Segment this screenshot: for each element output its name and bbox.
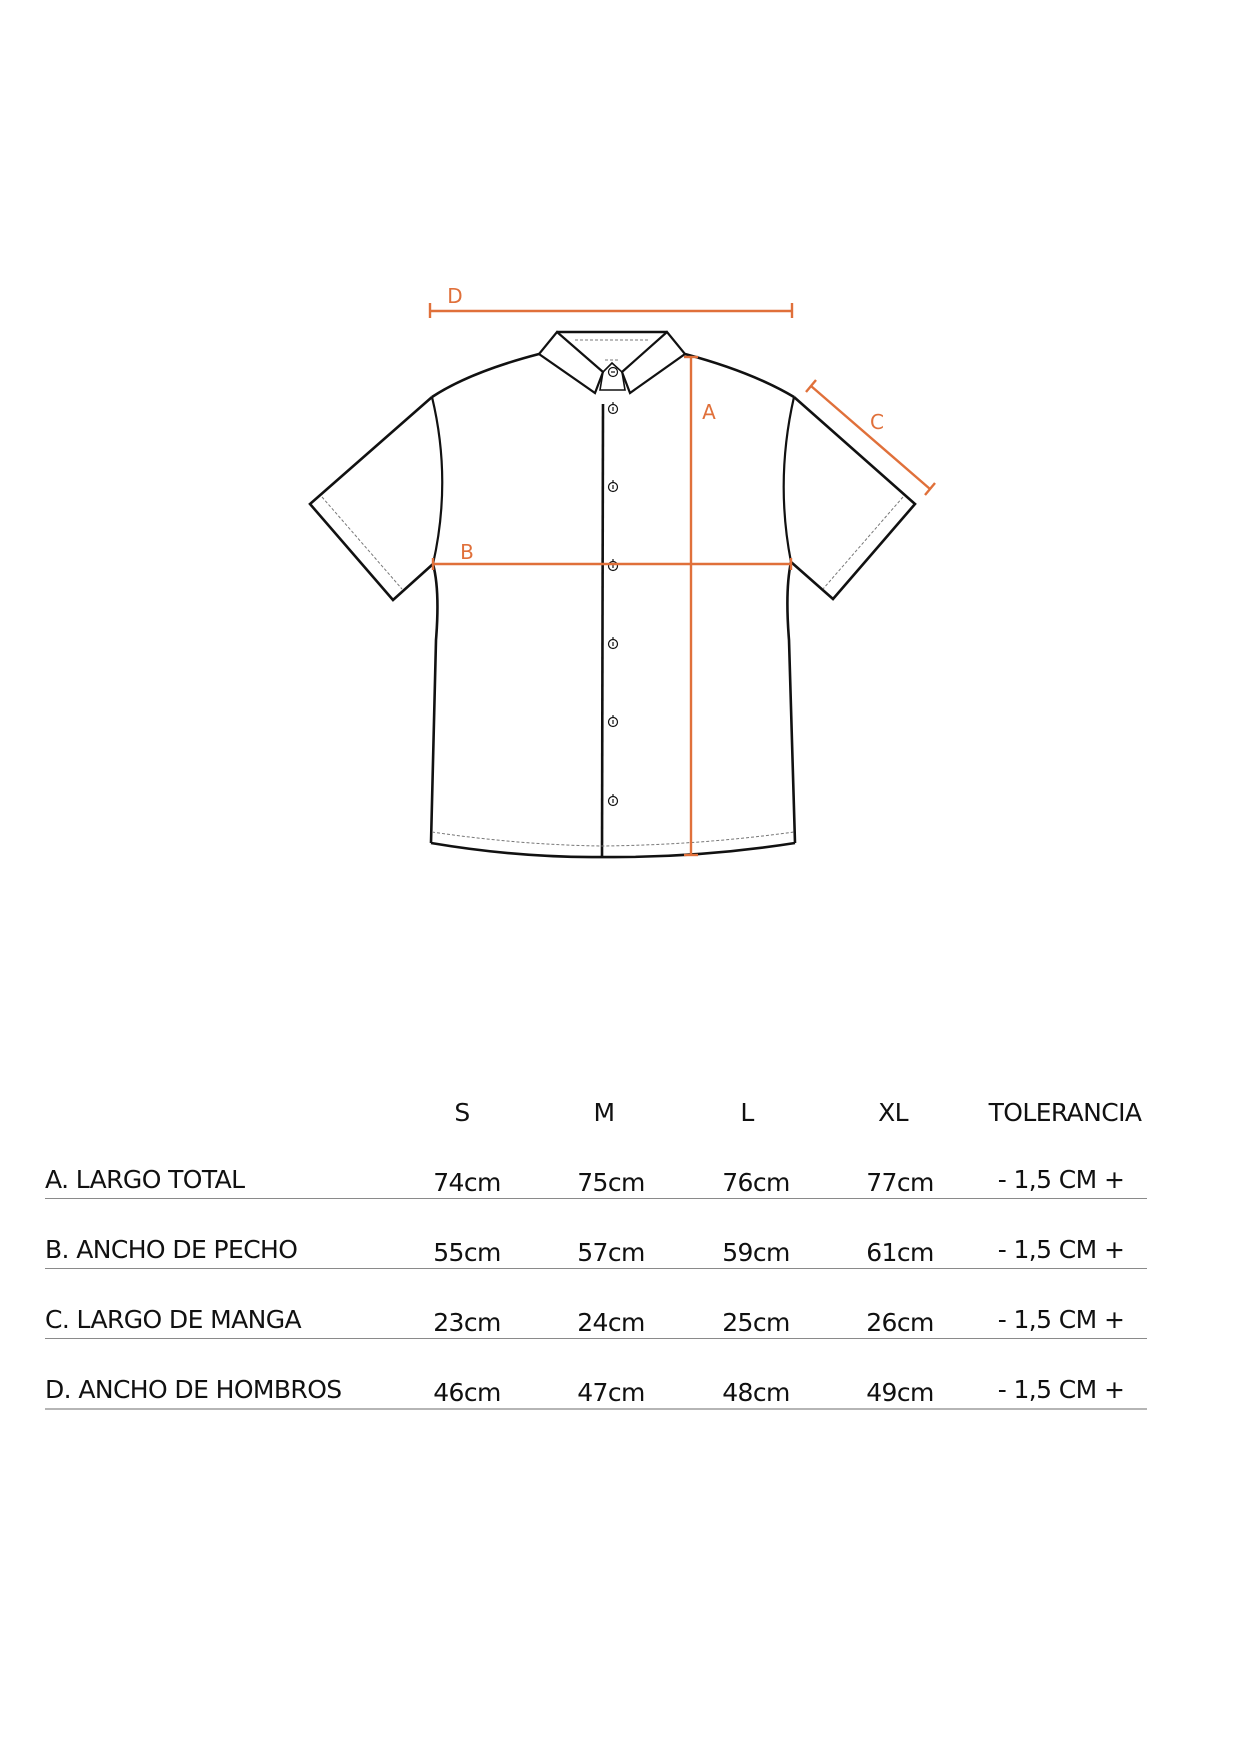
cell-b-xl: 61cm (866, 1238, 934, 1267)
button-icon (609, 794, 618, 806)
row-divider (45, 1268, 1147, 1269)
label-d: D (447, 284, 463, 308)
column-header-s: S (454, 1098, 470, 1127)
row-label-d: D. ANCHO DE HOMBROS (45, 1375, 342, 1404)
cell-c-s: 23cm (433, 1308, 501, 1337)
cell-d-s: 46cm (433, 1378, 501, 1407)
measure-line-c (806, 380, 935, 495)
measurement-lines (430, 303, 935, 855)
measure-line-a (684, 357, 698, 855)
cell-d-tolerance: - 1,5 CM + (997, 1375, 1125, 1404)
row-label-c: C. LARGO DE MANGA (45, 1305, 301, 1334)
cell-c-xl: 26cm (866, 1308, 934, 1337)
row-divider (45, 1408, 1147, 1410)
button-icon (609, 715, 618, 727)
cell-a-xl: 77cm (866, 1168, 934, 1197)
row-label-b: B. ANCHO DE PECHO (45, 1235, 298, 1264)
cell-b-s: 55cm (433, 1238, 501, 1267)
column-header-tolerancia: TOLERANCIA (988, 1098, 1142, 1127)
column-header-m: M (593, 1098, 615, 1127)
label-c: C (870, 410, 884, 434)
row-label-a: A. LARGO TOTAL (45, 1165, 245, 1194)
cell-d-m: 47cm (577, 1378, 645, 1407)
cell-a-m: 75cm (577, 1168, 645, 1197)
label-b: B (460, 540, 474, 564)
cell-a-l: 76cm (722, 1168, 790, 1197)
cell-c-tolerance: - 1,5 CM + (997, 1305, 1125, 1334)
label-a: A (702, 400, 716, 424)
row-divider (45, 1338, 1147, 1339)
cell-b-l: 59cm (722, 1238, 790, 1267)
measure-line-d (430, 303, 792, 318)
button-icon (609, 368, 618, 377)
button-icon (609, 637, 618, 649)
row-divider (45, 1198, 1147, 1199)
cell-b-m: 57cm (577, 1238, 645, 1267)
buttons (609, 368, 618, 806)
button-icon (609, 402, 618, 414)
column-header-xl: XL (878, 1098, 908, 1127)
cell-c-m: 24cm (577, 1308, 645, 1337)
cell-d-xl: 49cm (866, 1378, 934, 1407)
cell-a-tolerance: - 1,5 CM + (997, 1165, 1125, 1194)
cell-c-l: 25cm (722, 1308, 790, 1337)
cell-a-s: 74cm (433, 1168, 501, 1197)
button-icon (609, 480, 618, 492)
column-header-l: L (740, 1098, 754, 1127)
cell-d-l: 48cm (722, 1378, 790, 1407)
cell-b-tolerance: - 1,5 CM + (997, 1235, 1125, 1264)
